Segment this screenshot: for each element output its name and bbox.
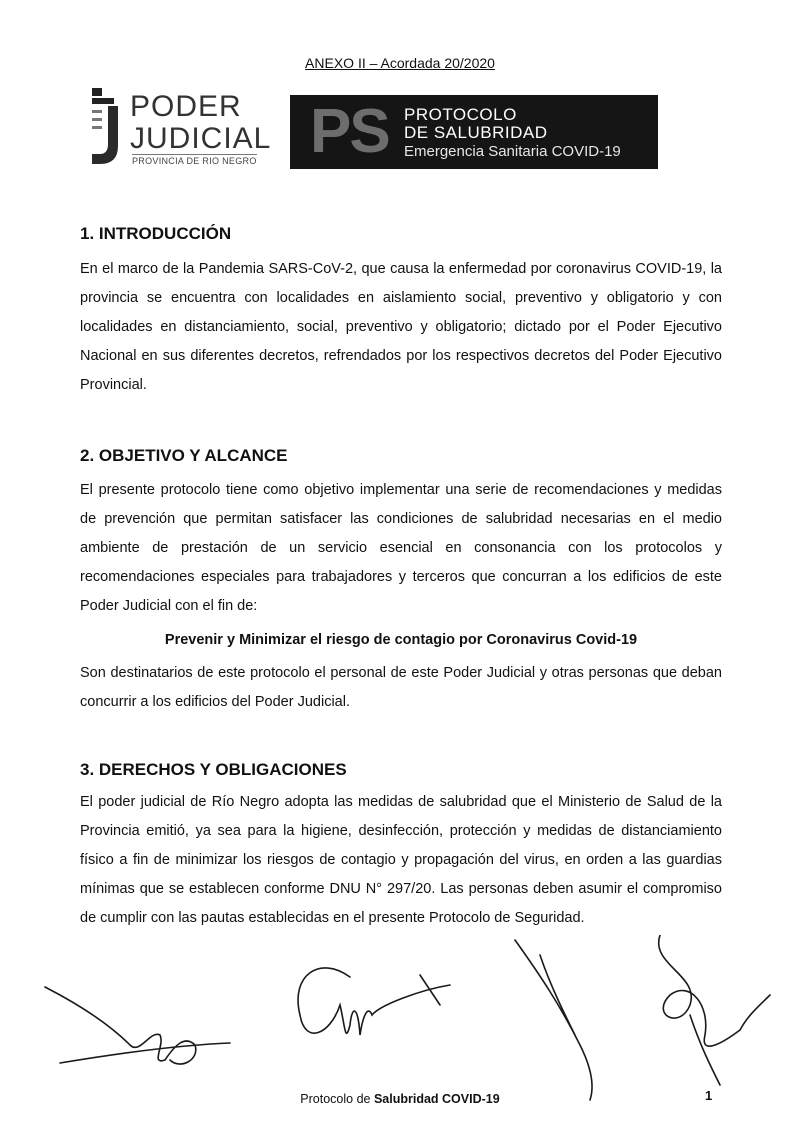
logo-line-2: JUDICIAL bbox=[130, 122, 272, 155]
signature-2 bbox=[298, 968, 450, 1035]
protocol-banner bbox=[290, 95, 658, 169]
footer-prefix: Protocolo de bbox=[300, 1092, 374, 1106]
page-number: 1 bbox=[705, 1088, 713, 1103]
section-2-body: El presente protocolo tiene como objetivo implementar una serie de recomendaciones y medidas de prevención que permitan satisfacer las condiciones de salubridad necesarias en el medio ambiente de prestación de un servicio esencial en consonancia con los protocolos y recomendaciones especiales para trabajadores y terceros que concurran a los edificios de este Poder Judicial con el fin de: bbox=[80, 482, 722, 614]
signature-3 bbox=[515, 940, 592, 1100]
section-2-highlight: Prevenir y Minimizar el riesgo de contagio por Coronavirus Covid-19 bbox=[164, 632, 638, 648]
signature-4 bbox=[659, 935, 770, 1085]
banner-line-3: Emergencia Sanitaria COVID-19 bbox=[404, 143, 621, 160]
footer-bold: Salubridad COVID-19 bbox=[373, 1092, 500, 1106]
section-2-title: 2. OBJETIVO Y ALCANCE bbox=[80, 446, 288, 465]
section-1-body: En el marco de la Pandemia SARS-CoV-2, que causa la enfermedad por coronavirus COVID-19, la provincia se encuentra con localidades en aislamiento social, preventivo y obligatorio y con localidades en distanciamiento, social, preventivo y obligatorio; dictado por el Poder Ejecutivo Nacional en sus diferentes decretos, refrendados por los respectivos decretos del Poder Ejecutivo Provincial. bbox=[80, 261, 722, 393]
section-3-body: El poder judicial de Río Negro adopta las medidas de salubridad que el Ministerio de Salud de la Provincia emitió, ya sea para la higiene, desinfección, protección y medidas de distanciamiento físico a fin de minimizar los riesgos de contagio y propagación del virus, en orden a las guardias mínimas que se establecen conforme DNU N° 297/20. Las personas deben asumir el compromiso de cumplir con las pautas establecidas en el presente Protocolo de Seguridad. bbox=[80, 794, 722, 926]
poder-judicial-logo bbox=[90, 88, 280, 168]
signature-1 bbox=[45, 987, 230, 1064]
section-3-title: 3. DERECHOS Y OBLIGACIONES bbox=[80, 760, 347, 779]
banner-line-2: DE SALUBRIDAD bbox=[404, 123, 548, 142]
banner-ps-mark: PS bbox=[310, 97, 389, 166]
annex-title: ANEXO II – Acordada 20/2020 bbox=[305, 55, 495, 71]
page-footer bbox=[0, 1092, 800, 1106]
section-2-body-2: Son destinatarios de este protocolo el personal de este Poder Judicial y otras personas que deban concurrir a los edificios del Poder Judicial. bbox=[80, 665, 722, 710]
logo-subtitle: PROVINCIA DE RIO NEGRO bbox=[132, 156, 257, 166]
banner-line-1: PROTOCOLO bbox=[404, 105, 517, 124]
handwritten-signatures bbox=[0, 935, 800, 1115]
logo-line-1: PODER bbox=[130, 90, 242, 123]
section-1-title: 1. INTRODUCCIÓN bbox=[80, 224, 232, 243]
poder-judicial-emblem-icon bbox=[90, 88, 126, 168]
